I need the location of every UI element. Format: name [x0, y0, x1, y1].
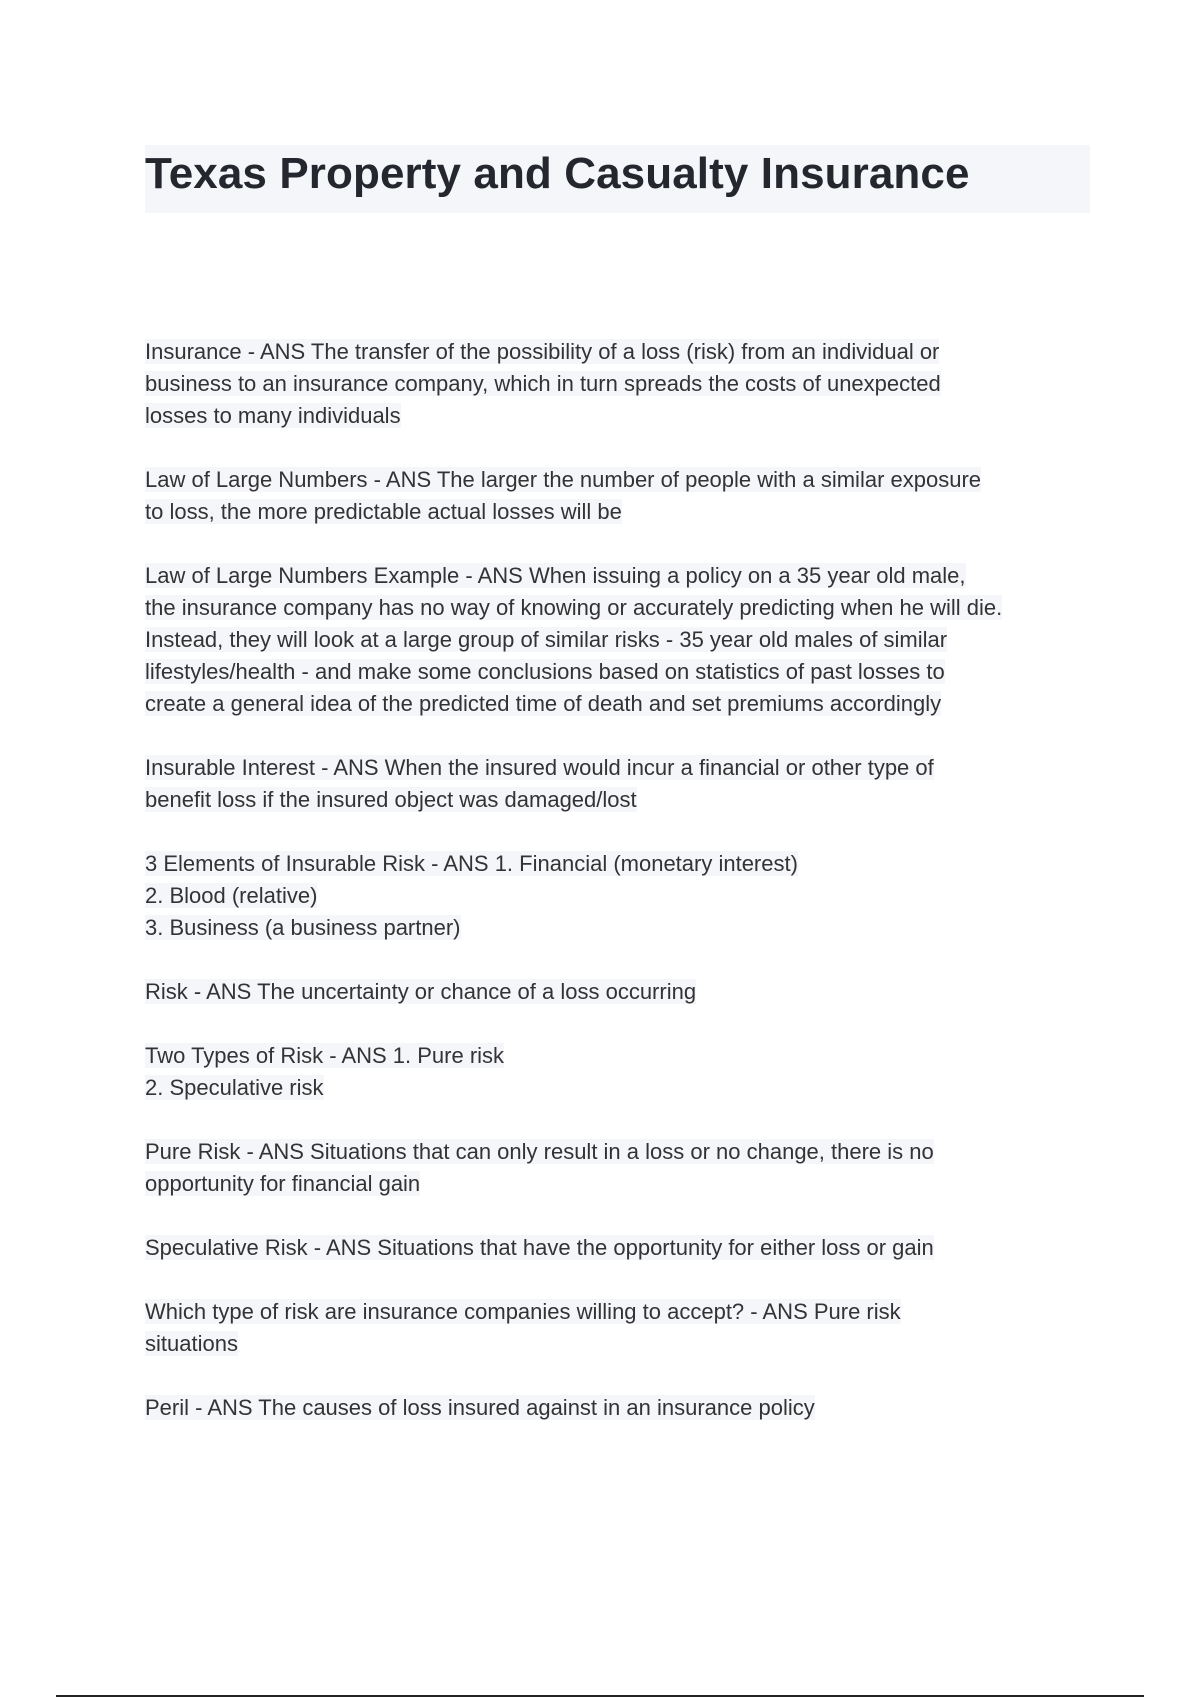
entry-text: losses to many individuals — [145, 403, 401, 428]
entry-line — [145, 1040, 1095, 1072]
title-block — [145, 145, 1090, 213]
entry-line — [145, 688, 1095, 720]
flashcard-entry — [145, 1040, 1095, 1104]
entry-line — [145, 1168, 1095, 1200]
entry-line — [145, 848, 1095, 880]
flashcard-entry — [145, 1136, 1095, 1200]
entry-line — [145, 1072, 1095, 1104]
entry-line — [145, 1296, 1095, 1328]
entry-text: Two Types of Risk - ANS 1. Pure risk — [145, 1043, 505, 1068]
flashcard-entry — [145, 336, 1095, 432]
entry-text: Insurable Interest - ANS When the insured would incur a financial or other type of — [145, 755, 934, 780]
entry-text: Law of Large Numbers - ANS The larger the number of people with a similar exposure — [145, 467, 982, 492]
flashcard-entry — [145, 1232, 1095, 1264]
entry-text: business to an insurance company, which in turn spreads the costs of unexpected — [145, 371, 941, 396]
entry-line — [145, 496, 1095, 528]
entry-line — [145, 464, 1095, 496]
entry-text: Which type of risk are insurance companies willing to accept? - ANS Pure risk — [145, 1299, 901, 1324]
entry-line — [145, 784, 1095, 816]
entry-line — [145, 624, 1095, 656]
entry-text: create a general idea of the predicted time of death and set premiums accordingly — [145, 691, 942, 716]
entry-text: Peril - ANS The causes of loss insured against in an insurance policy — [145, 1395, 815, 1420]
entry-text: Speculative Risk - ANS Situations that have the opportunity for either loss or gain — [145, 1235, 934, 1260]
flashcard-entry — [145, 464, 1095, 528]
entry-line — [145, 592, 1095, 624]
entry-line — [145, 1392, 1095, 1424]
entry-text: 2. Speculative risk — [145, 1075, 324, 1100]
entry-line — [145, 1136, 1095, 1168]
entry-line — [145, 1232, 1095, 1264]
entry-line — [145, 880, 1095, 912]
entry-line — [145, 912, 1095, 944]
flashcard-entry — [145, 752, 1095, 816]
flashcard-entry — [145, 1392, 1095, 1424]
entry-text: Law of Large Numbers Example - ANS When issuing a policy on a 35 year old male, — [145, 563, 966, 588]
flashcard-list — [145, 336, 1095, 1456]
flashcard-entry — [145, 560, 1095, 720]
entry-text: to loss, the more predictable actual losses will be — [145, 499, 622, 524]
entry-line — [145, 752, 1095, 784]
flashcard-entry — [145, 976, 1095, 1008]
entry-text: 2. Blood (relative) — [145, 883, 318, 908]
entry-text: opportunity for financial gain — [145, 1171, 421, 1196]
entry-line — [145, 1328, 1095, 1360]
entry-line — [145, 400, 1095, 432]
entry-line — [145, 656, 1095, 688]
entry-text: the insurance company has no way of knowing or accurately predicting when he will die. — [145, 595, 1003, 620]
entry-text: benefit loss if the insured object was damaged/lost — [145, 787, 637, 812]
entry-text: situations — [145, 1331, 238, 1356]
page-title: Texas Property and Casualty Insurance — [145, 149, 970, 198]
entry-line — [145, 368, 1095, 400]
entry-line — [145, 976, 1095, 1008]
entry-text: lifestyles/health - and make some conclusions based on statistics of past losses to — [145, 659, 945, 684]
flashcard-entry — [145, 1296, 1095, 1360]
entry-line — [145, 560, 1095, 592]
entry-text: Insurance - ANS The transfer of the possibility of a loss (risk) from an individual or — [145, 339, 940, 364]
entry-text: 3 Elements of Insurable Risk - ANS 1. Financial (monetary interest) — [145, 851, 798, 876]
entry-text: Instead, they will look at a large group of similar risks - 35 year old males of similar — [145, 627, 948, 652]
flashcard-entry — [145, 848, 1095, 944]
entry-text: Pure Risk - ANS Situations that can only result in a loss or no change, there is no — [145, 1139, 934, 1164]
entry-text: 3. Business (a business partner) — [145, 915, 461, 940]
footer-divider — [56, 1695, 1144, 1697]
entry-text: Risk - ANS The uncertainty or chance of a loss occurring — [145, 979, 697, 1004]
entry-line — [145, 336, 1095, 368]
